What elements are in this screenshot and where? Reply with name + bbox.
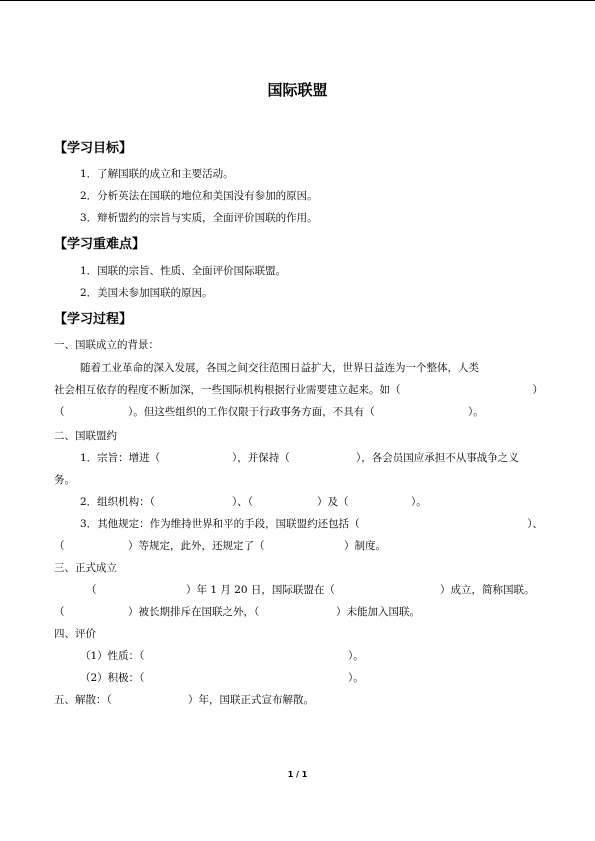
evaluation-item: （1）性质：（ xyxy=(80,650,145,662)
charter-item: 2．组织机构：（ xyxy=(80,496,155,508)
objective-item: 1．了解国联的成立和主要活动。 xyxy=(80,168,234,180)
section-4-title: 四、评价 xyxy=(54,628,96,640)
blank-open: （ xyxy=(54,540,65,552)
founding-line: ）成立，简称国联。 xyxy=(440,584,535,596)
charter-item: ）、（ xyxy=(232,496,253,508)
founding-line: ）年 1 月 20 日，国际联盟在（ xyxy=(186,584,335,596)
top-rule xyxy=(0,0,595,1)
blank-open: （ xyxy=(86,584,97,596)
charter-item: ）、 xyxy=(527,518,543,530)
key-points-heading: 【学习重难点】 xyxy=(54,237,146,252)
section-1-paragraph: 社会相互依存的程度不断加深，一些国际机构根据行业需要建立起来。如（ xyxy=(54,384,401,396)
page-title: 国际联盟 xyxy=(267,81,328,99)
charter-item: ），并保持（ xyxy=(232,452,290,464)
section-5-line: 五、解散：（ xyxy=(54,694,112,706)
blank-open: （ xyxy=(54,406,65,418)
blank-close: ） xyxy=(532,384,543,396)
page-number: 1 / 1 xyxy=(287,770,308,779)
charter-item: ）及（ xyxy=(317,496,349,508)
charter-item: 3．其他规定：作为维持世界和平的手段，国联盟约还包括（ xyxy=(80,518,360,530)
charter-item: ）。 xyxy=(411,496,427,508)
founding-line: ）被长期排斥在国联之外，（ xyxy=(128,606,260,618)
key-point-item: 1．国联的宗旨、性质、全面评价国际联盟。 xyxy=(80,265,287,277)
charter-item: ），各会员国应承担不从事战争之义 xyxy=(356,452,519,464)
objective-item: 2．分析英法在国联的地位和美国没有参加的原因。 xyxy=(80,190,318,202)
charter-item: ）制度。 xyxy=(344,540,386,552)
blank-close: ）。 xyxy=(348,650,364,662)
section-2-title: 二、国联盟约 xyxy=(54,430,117,442)
section-3-title: 三、正式成立 xyxy=(54,562,117,574)
section-5-line: ）年，国联正式宣布解散。 xyxy=(188,694,314,706)
objectives-heading: 【学习目标】 xyxy=(54,141,133,156)
founding-line: ）未能加入国联。 xyxy=(336,606,420,618)
blank-close: ）。 xyxy=(348,672,364,684)
charter-item: 1．宗旨：增进（ xyxy=(80,452,161,464)
objective-item: 3．辩析盟约的宗旨与实质，全面评价国联的作用。 xyxy=(80,212,318,224)
key-point-item: 2．美国未参加国联的原因。 xyxy=(80,287,213,299)
blank-close: ）。 xyxy=(468,406,484,418)
section-1-paragraph: ）。但这些组织的工作仅限于行政事务方面，不具有（ xyxy=(128,406,375,418)
charter-item: 务。 xyxy=(54,474,75,486)
evaluation-item: （2）积极：（ xyxy=(80,672,145,684)
charter-item: ）等规定，此外，还规定了（ xyxy=(128,540,265,552)
section-1-paragraph: 随着工业革命的深入发展，各国之间交往范围日益扩大，世界日益连为一个整体，人类 xyxy=(80,362,479,374)
process-heading: 【学习过程】 xyxy=(54,312,133,327)
section-1-title: 一、国联成立的背景： xyxy=(54,339,159,351)
blank-open: （ xyxy=(54,606,65,618)
